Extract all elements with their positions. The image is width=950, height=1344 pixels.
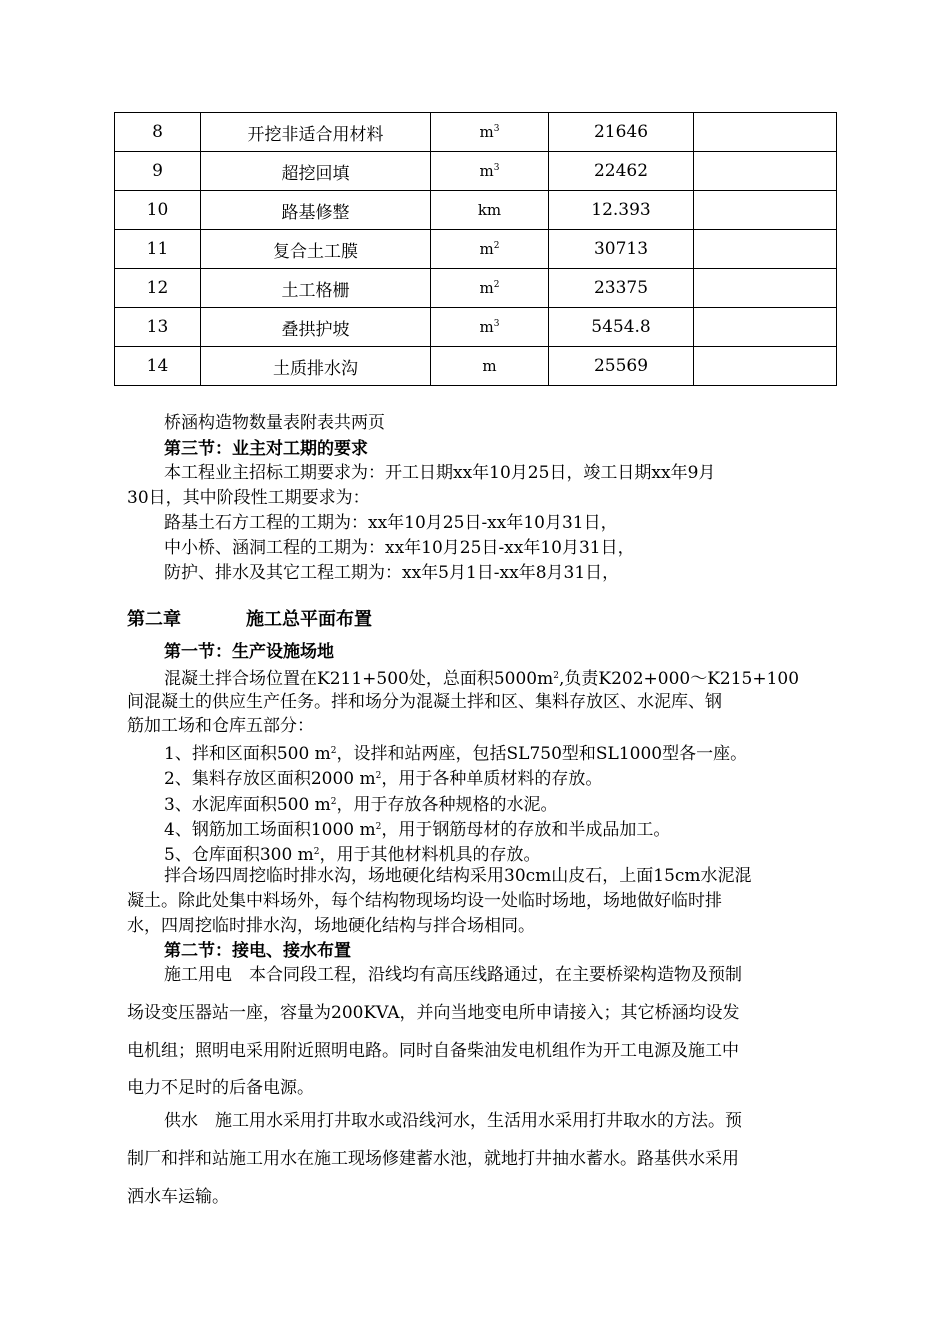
item-name-cell: 超挖回填 — [201, 152, 431, 191]
table-row — [115, 230, 837, 269]
paragraph-line: 电机组；照明电采用附近照明电路。同时自备柴油发电机组作为开工电源及施工中 — [127, 1041, 739, 1061]
list-item: 4、钢筋加工场面积1000 $m^2$，用于钢筋母材的存放和半成品加工。 — [164, 820, 671, 840]
unit-cell: $m^3$ — [431, 308, 549, 347]
section-2-title: 第二节：接电、接水布置 — [164, 941, 351, 961]
paragraph-line: 拌合场四周挖临时排水沟，场地硬化结构采用30cm山皮石，上面15cm水泥混 — [164, 866, 752, 886]
section-3-title: 第三节：业主对工期的要求 — [164, 439, 368, 459]
quantity-table — [114, 112, 837, 386]
item-name-cell: 叠拱护坡 — [201, 308, 431, 347]
table-row — [115, 152, 837, 191]
quantity-cell: 22462 — [549, 152, 694, 191]
note-cell — [694, 347, 837, 386]
section-1-title: 第一节：生产设施场地 — [164, 642, 334, 662]
item-name-cell: 路基修整 — [201, 191, 431, 230]
note-cell — [694, 308, 837, 347]
unit-cell: $m^2$ — [431, 269, 549, 308]
paragraph-line: 30日，其中阶段性工期要求为： — [127, 488, 370, 508]
paragraph-line: 混凝土拌合场位置在K211+500处，总面积$5000m^2$,负责K202+000～K215+100 — [164, 669, 800, 689]
list-item: 2、集料存放区面积2000 $m^2$，用于各种单质材料的存放。 — [164, 769, 603, 789]
quantity-cell: 30713 — [549, 230, 694, 269]
item-name-cell: 复合土工膜 — [201, 230, 431, 269]
row-number-cell: 14 — [115, 347, 201, 386]
unit-cell: $m^3$ — [431, 113, 549, 152]
note-cell — [694, 269, 837, 308]
note-cell — [694, 191, 837, 230]
paragraph-line: 筋加工场和仓库五部分： — [127, 716, 314, 736]
paragraph-line: 水，四周挖临时排水沟，场地硬化结构与拌合场相同。 — [127, 916, 535, 936]
paragraph-line: 制厂和拌和站施工用水在施工现场修建蓄水池，就地打井抽水蓄水。路基供水采用 — [127, 1149, 739, 1169]
quantity-cell: 12.393 — [549, 191, 694, 230]
table-row — [115, 191, 837, 230]
unit-cell: m — [431, 347, 549, 386]
chapter-number: 第二章 — [127, 609, 181, 630]
schedule-line: 路基土石方工程的工期为：xx年10月25日-xx年10月31日， — [164, 513, 618, 533]
row-number-cell: 12 — [115, 269, 201, 308]
row-number-cell: 8 — [115, 113, 201, 152]
unit-cell: km — [431, 191, 549, 230]
quantity-cell: 23375 — [549, 269, 694, 308]
note-cell — [694, 113, 837, 152]
paragraph-line: 场设变压器站一座，容量为200KVA，并向当地变电所申请接入；其它桥涵均设发 — [127, 1003, 740, 1023]
paragraph-line: 洒水车运输。 — [127, 1187, 229, 1207]
unit-cell: $m^3$ — [431, 152, 549, 191]
unit-cell: $m^2$ — [431, 230, 549, 269]
table-row — [115, 347, 837, 386]
list-item: 5、仓库面积300 $m^2$，用于其他材料机具的存放。 — [164, 845, 541, 865]
schedule-line: 防护、排水及其它工程工期为：xx年5月1日-xx年8月31日， — [164, 563, 620, 583]
list-item: 3、水泥库面积500 $m^2$，用于存放各种规格的水泥。 — [164, 795, 558, 815]
note-cell — [694, 152, 837, 191]
chapter-title: 施工总平面布置 — [246, 609, 372, 630]
quantity-cell: 5454.8 — [549, 308, 694, 347]
note-line: 桥涵构造物数量表附表共两页 — [164, 413, 385, 433]
row-number-cell: 10 — [115, 191, 201, 230]
table-row — [115, 113, 837, 152]
quantity-cell: 25569 — [549, 347, 694, 386]
row-number-cell: 9 — [115, 152, 201, 191]
paragraph-line: 本工程业主招标工期要求为：开工日期xx年10月25日，竣工日期xx年9月 — [164, 463, 716, 483]
paragraph-line: 凝土。除此处集中料场外，每个结构物现场均设一处临时场地，场地做好临时排 — [127, 891, 722, 911]
paragraph-line: 施工用电 本合同段工程，沿线均有高压线路通过，在主要桥梁构造物及预制 — [164, 965, 742, 985]
table-row — [115, 269, 837, 308]
paragraph-line: 电力不足时的后备电源。 — [127, 1078, 314, 1098]
note-cell — [694, 230, 837, 269]
row-number-cell: 11 — [115, 230, 201, 269]
item-name-cell: 土工格栅 — [201, 269, 431, 308]
item-name-cell: 开挖非适合用材料 — [201, 113, 431, 152]
schedule-line: 中小桥、涵洞工程的工期为：xx年10月25日-xx年10月31日， — [164, 538, 635, 558]
list-item: 1、拌和区面积500 $m^2$，设拌和站两座，包括SL750型和SL1000型各一座。 — [164, 744, 748, 764]
table-row — [115, 308, 837, 347]
quantity-cell: 21646 — [549, 113, 694, 152]
paragraph-line: 间混凝土的供应生产任务。拌和场分为混凝土拌和区、集料存放区、水泥库、钢 — [127, 692, 722, 712]
row-number-cell: 13 — [115, 308, 201, 347]
item-name-cell: 土质排水沟 — [201, 347, 431, 386]
paragraph-line: 供水 施工用水采用打井取水或沿线河水，生活用水采用打井取水的方法。预 — [164, 1111, 742, 1131]
